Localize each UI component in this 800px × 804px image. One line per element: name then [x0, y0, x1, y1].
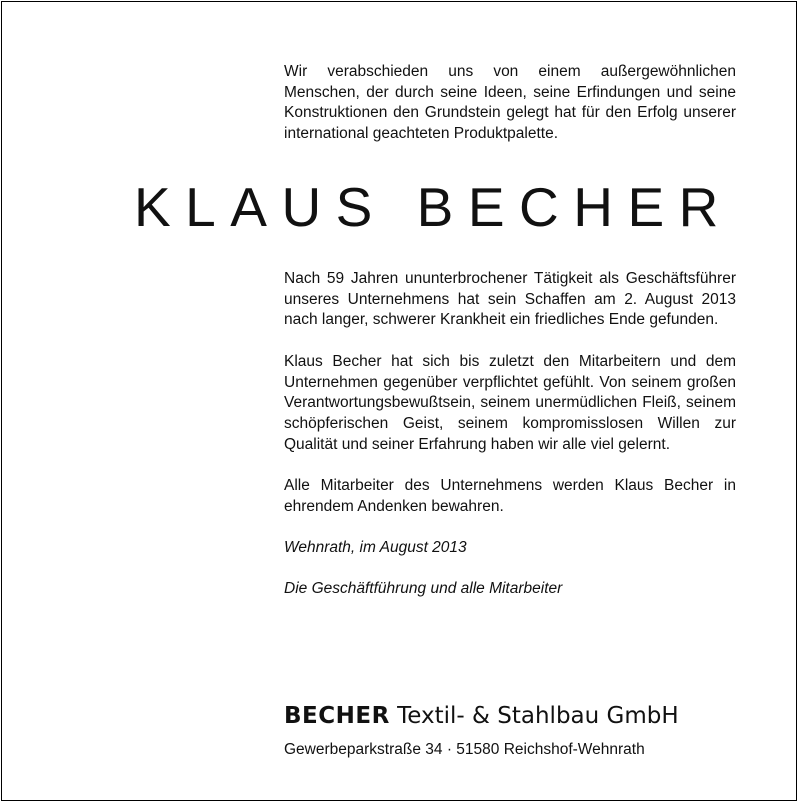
company-name [284, 699, 736, 733]
body-paragraph-remembrance: Alle Mitarbeiter des Unternehmens werden Klaus Becher in ehrendem Andenken bewahren. [284, 477, 736, 515]
place-and-date: Wehnrath, im August 2013 [284, 539, 467, 557]
body-paragraph-tribute: Klaus Becher hat sich bis zuletzt den Mitarbeitern und dem Unternehmen gegenüber verpflichtet gefühlt. Von seinem großen Verantwortungsbewußtsein, seinem unermüdlichen Fleiß, seinem schöpferischen Geist, seinem kompromisslosen Willen zur Qualität und seiner Erfahrung haben wir alle viel gelernt. [284, 352, 736, 453]
obituary-notice [1, 1, 797, 801]
signature-line: Die Geschäftführung und alle Mitarbeiter [284, 580, 563, 598]
deceased-name: KLAUS BECHER [134, 176, 733, 238]
company-brand: BECHER [284, 703, 390, 729]
company-name-rest: Textil- & Stahlbau GmbH [389, 703, 679, 729]
company-address: Gewerbeparkstraße 34 · 51580 Reichshof-Wehnrath [284, 741, 645, 758]
body-paragraph-tenure: Nach 59 Jahren ununterbrochener Tätigkeit als Geschäftsführer unseres Unternehmens hat sein Schaffen am 2. August 2013 nach langer, schwerer Krankheit ein friedliches Ende gefunden. [284, 270, 736, 329]
obituary-body [284, 269, 736, 621]
intro-paragraph: Wir verabschieden uns von einem außergewöhnlichen Menschen, der durch seine Ideen, seine Erfindungen und seine Konstruktionen den Grundstein gelegt hat für den Erfolg unserer international geachteten Produktpalette. [284, 63, 736, 143]
